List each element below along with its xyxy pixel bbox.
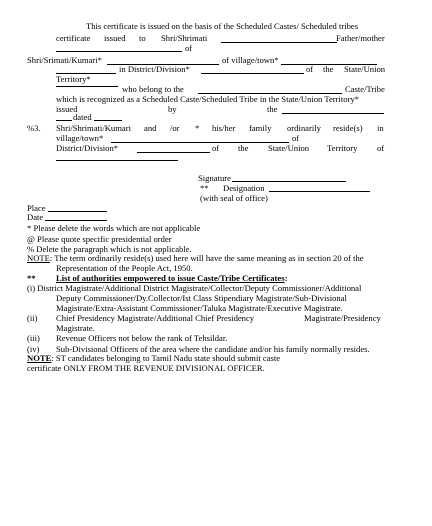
note2-text: : ST candidates belonging to Tamil Nadu state should submit caste [51, 353, 281, 363]
cert-text: the [267, 104, 278, 114]
cert-text: Father/mother [336, 33, 385, 43]
list-prefix: ** [27, 273, 36, 283]
list-heading-colon: : [284, 273, 288, 283]
cert-text: Shri/Srimati/Kumari* [27, 55, 102, 65]
note-st-candidates [27, 353, 280, 363]
cert-text: to [139, 33, 146, 43]
blank-line [137, 152, 210, 153]
cert-text: of [377, 143, 385, 153]
cert-text: of [212, 143, 220, 153]
cert-text: of [292, 133, 300, 143]
cert-text: the [323, 64, 334, 74]
note-text-cont: Representation of the People Act, 1950. [56, 263, 193, 273]
cert-text: dated [73, 112, 92, 122]
cert-text: the [238, 143, 249, 153]
note-presidential-order: @ Please quote specific presidential order [27, 234, 172, 244]
cert-text: Shri/Shrimati/Kumari [56, 123, 131, 133]
authority-iii-num: (iii) [27, 333, 40, 343]
note-text: : The term ordinarily reside(s) used here will have the same meaning as in section 20 of the [49, 253, 364, 263]
cert-text: in [377, 123, 384, 133]
note-delete-words: * Please delete the words which are not applicable [27, 223, 201, 233]
note-label: NOTE [27, 253, 50, 263]
place-label: Place [27, 203, 46, 213]
cert-text: Territory* [56, 74, 91, 84]
date-line [45, 220, 107, 221]
cert-text: issued [104, 33, 126, 43]
authority-ii-cont: Magistrate. [56, 323, 95, 333]
cert-text: %3. [27, 123, 41, 133]
place-line [48, 211, 107, 212]
cert-text: by [168, 104, 177, 114]
cert-text: of [306, 64, 314, 74]
note-delete-paragraph: % Delete the paragraph which is not applicable. [27, 244, 192, 254]
cert-text: /or [170, 123, 180, 133]
blank-line [56, 51, 182, 52]
cert-text: District/Division* [56, 143, 119, 153]
note2-label: NOTE [27, 353, 52, 363]
signature-line [232, 181, 346, 182]
cert-text: issued [56, 104, 78, 114]
authority-iv-num: (iv) [27, 344, 40, 354]
blank-line [282, 113, 384, 114]
cert-text: in District/Division* [119, 64, 190, 74]
authority-ii-b: Magistrate/Presidency [304, 313, 381, 323]
cert-text: State/Union [268, 143, 310, 153]
blank-line [56, 120, 72, 121]
cert-text: family [249, 123, 272, 133]
seal-text: (with seal of office) [200, 193, 268, 203]
designation-label: Designation [223, 183, 265, 193]
cert-text: Territory [327, 143, 358, 153]
cert-text: and [144, 123, 157, 133]
cert-text: reside(s) [333, 123, 363, 133]
authority-ii: Chief Presidency Magistrate/Additional Chief Presidency [56, 313, 255, 323]
blank-line [94, 120, 122, 121]
note-st-candidates-cont: certificate ONLY FROM THE REVENUE DIVISIONAL OFFICER. [27, 363, 265, 373]
cert-text: State/Union [344, 64, 386, 74]
authority-i: (i) District Magistrate/Additional District Magistrate/Collector/Deputy Commissioner/Additional [27, 283, 362, 293]
cert-text: Caste/Tribe [345, 84, 385, 94]
blank-line [221, 42, 337, 43]
blank-line [201, 73, 304, 74]
cert-text: village/town* [56, 133, 104, 143]
cert-text: his/her [212, 123, 236, 133]
authority-iii: Revenue Officers not below the rank of Tehsildar. [56, 333, 228, 343]
date-label: Date [27, 212, 44, 222]
signature-label: Signature [198, 173, 231, 183]
cert-text: of [185, 43, 193, 53]
list-heading [56, 273, 287, 283]
designation-line [269, 191, 370, 192]
cert-line-1: This certificate is issued on the basis of the Scheduled Castes/ Scheduled tribes [86, 21, 359, 31]
cert-text: who belong to the [122, 84, 184, 94]
blank-line [111, 142, 289, 143]
list-heading-text: List of authorities empowered to issue Caste/Tribe Certificates [56, 273, 285, 283]
cert-text: which is recognized as a Scheduled Caste/Scheduled Tribe in the State/Union Territory* [56, 94, 360, 104]
authority-i-cont: Magistrate/Extra-Assistant Commissioner/Taluka Magistrate/Executive Magistrate. [56, 303, 343, 313]
cert-text: of village/town* [222, 55, 279, 65]
authority-iv: Sub-Divisional Officers of the area where the candidate and/or his family normally resides. [56, 344, 370, 354]
designation-prefix: ** [200, 183, 209, 193]
cert-text: certificate [56, 33, 91, 43]
note-ordinarily-reside [27, 253, 364, 263]
authority-i-cont: Deputy Commissioner/Dy.Collector/Ist Class Stipendiary Magistrate/Sub-Divisional [56, 293, 347, 303]
cert-text: * [195, 123, 200, 133]
blank-line [56, 86, 118, 87]
blank-line [56, 160, 178, 161]
authority-ii-num: (ii) [27, 313, 38, 323]
cert-text: ordinarily [287, 123, 321, 133]
cert-text: Shri/Shrimati [161, 33, 208, 43]
